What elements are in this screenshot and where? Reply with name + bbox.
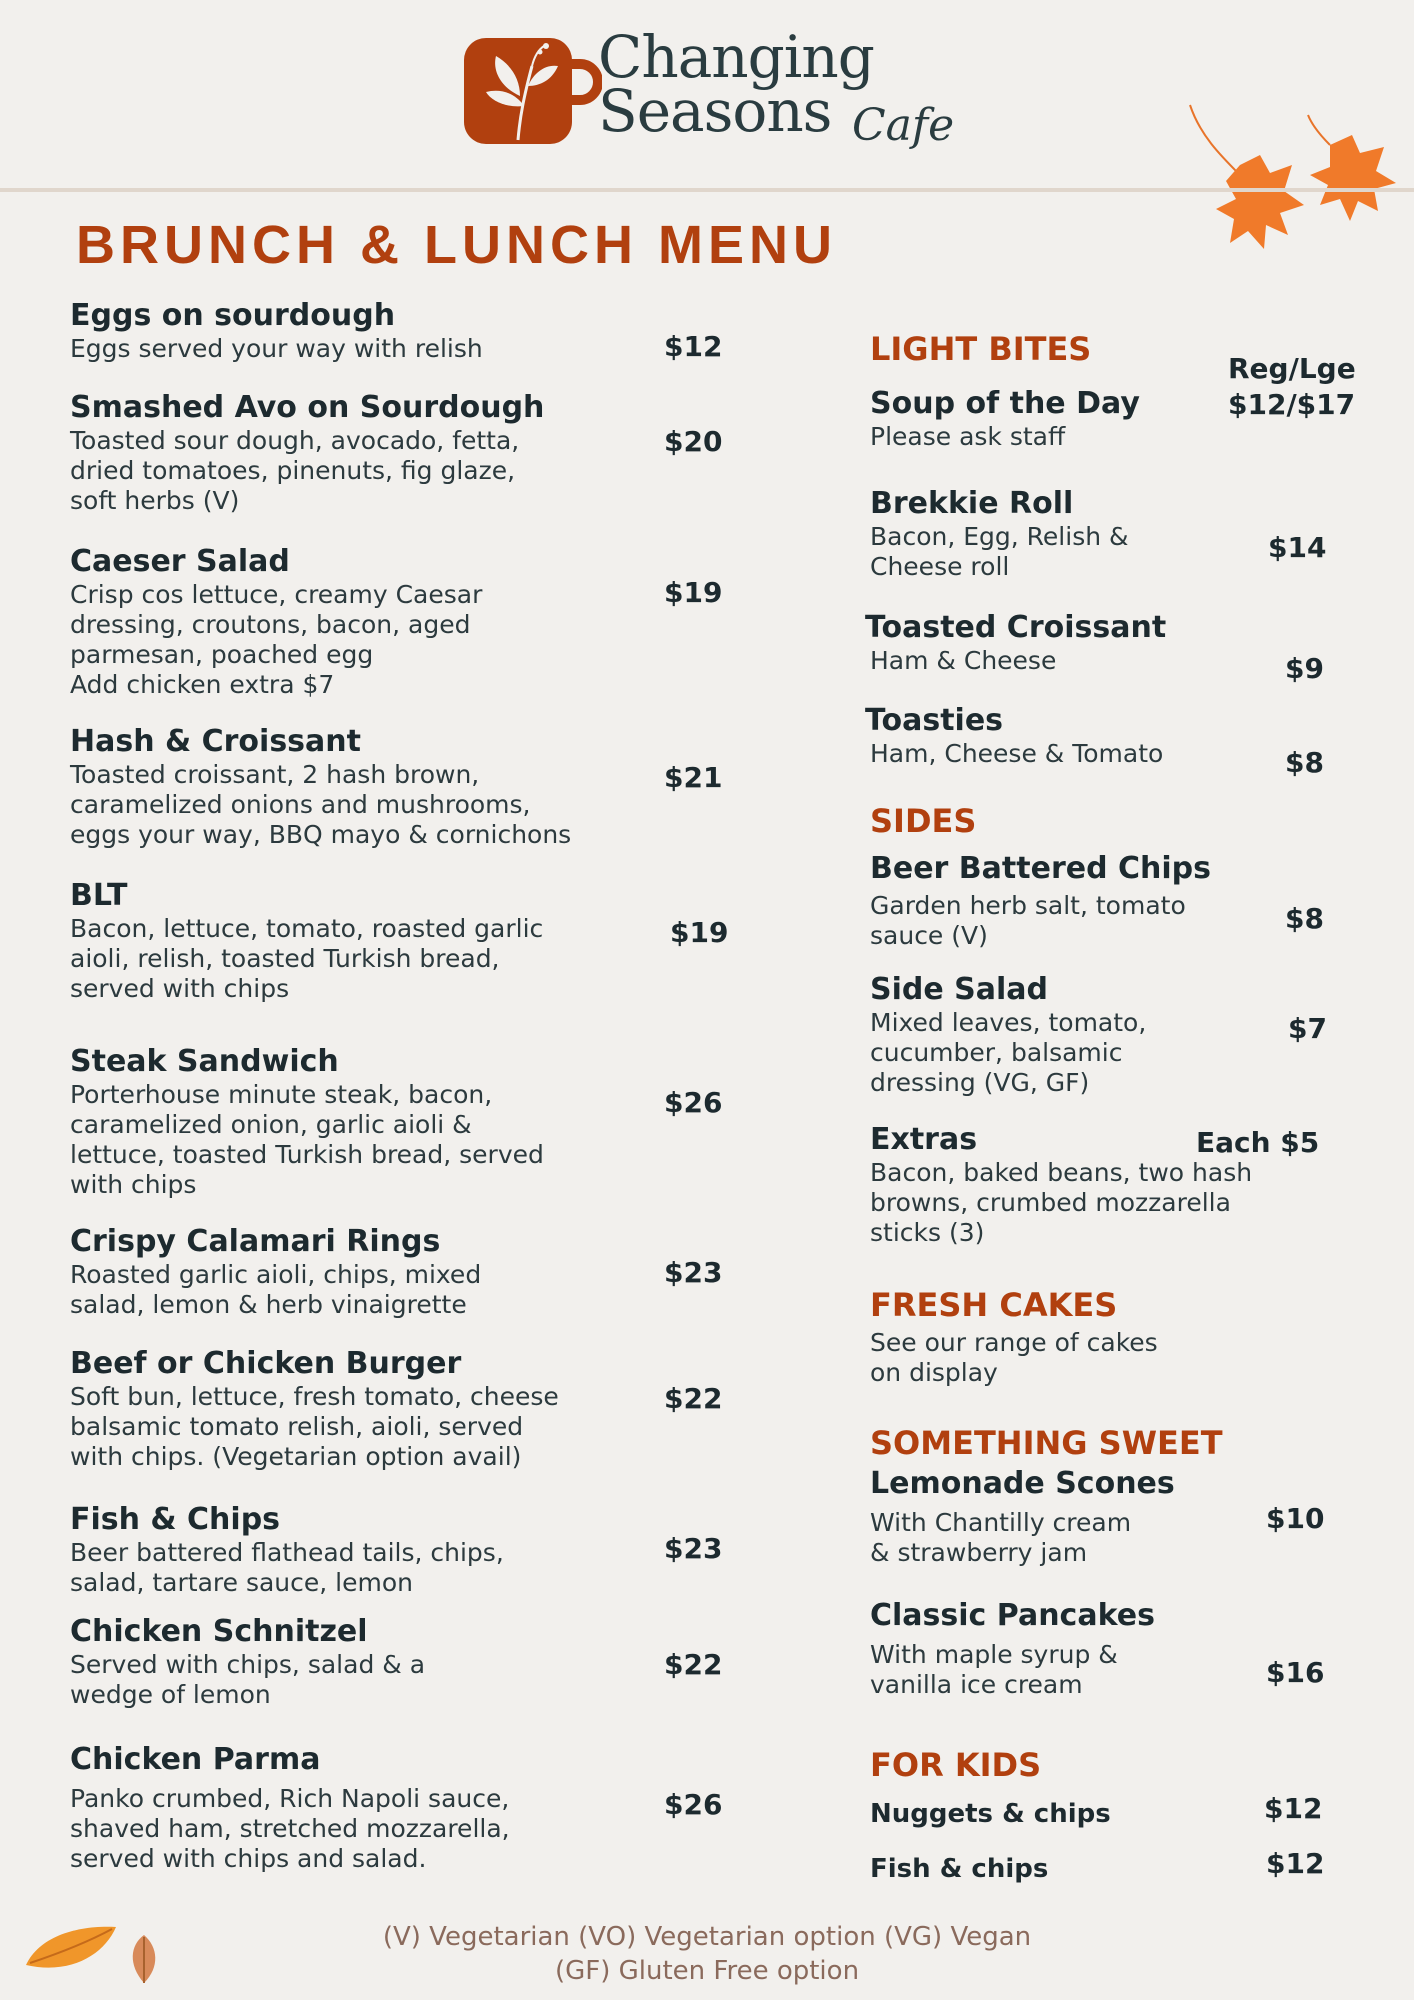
menu-item [70,1044,544,1200]
autumn-leaves-icon [1180,95,1414,295]
menu-item [870,1122,1252,1248]
item-description: Please ask staff [870,422,1066,451]
item-price: $12 [1264,1792,1323,1825]
item-name: Hash & Croissant [70,724,361,759]
item-name: Brekkie Roll [870,486,1074,521]
item-name: Nuggets & chips [870,1799,1111,1829]
item-price: $19 [670,916,729,949]
item-description: With maple syrup & vanilla ice cream [870,1640,1118,1699]
item-description: Served with chips, salad & a wedge of lemon [70,1650,426,1709]
item-description: Panko crumbed, Rich Napoli sauce, shaved ham, stretched mozzarella, served with chips and salad. [70,1784,510,1873]
item-price: $19 [664,576,723,609]
item-name: Beef or Chicken Burger [70,1346,462,1381]
item-description: Ham, Cheese & Tomato [870,739,1164,768]
menu-item [70,1502,504,1598]
item-description: Crisp cos lettuce, creamy Caesar dressing, croutons, bacon, aged parmesan, poached egg Add chicken extra $7 [70,580,483,699]
item-price: $12/$17 [1228,388,1356,421]
item-name: Beer Battered Chips [870,851,1211,886]
item-name: Fish & chips [870,1854,1049,1884]
section-heading-light-bites: LIGHT BITES [870,330,1092,368]
menu-item [870,1796,1111,1832]
item-name: Chicken Parma [70,1742,321,1777]
item-price: $23 [664,1256,723,1289]
menu-item [870,486,1129,582]
item-description: Eggs served your way with relish [70,334,483,363]
menu-item [865,703,1163,769]
section-heading-sides: SIDES [870,802,977,840]
brand-script: Cafe [852,100,955,151]
item-name: Steak Sandwich [70,1044,339,1079]
item-price: $8 [1285,902,1324,935]
item-price: $9 [1285,652,1324,685]
menu-item [70,544,482,700]
item-price: $10 [1266,1502,1325,1535]
menu-item [70,1614,425,1710]
item-name: Soup of the Day [870,386,1140,421]
item-price: $26 [664,1086,723,1119]
item-description: Porterhouse minute steak, bacon, caramelized onion, garlic aioli & lettuce, toasted Turkish bread, served with chips [70,1080,544,1199]
menu-item [870,972,1146,1098]
item-name: Eggs on sourdough [70,298,396,333]
menu-item [70,1742,510,1874]
item-price: $23 [664,1532,723,1565]
section-heading-something-sweet: SOMETHING SWEET [870,1424,1223,1462]
item-description: Toasted croissant, 2 hash brown, caramelized onions and mushrooms, eggs your way, BBQ mayo & cornichons [70,760,572,849]
item-description: Roasted garlic aioli, chips, mixed salad, lemon & herb vinaigrette [70,1260,482,1319]
item-price: $8 [1285,746,1324,779]
legend-line-1: (V) Vegetarian (VO) Vegetarian option (VG) Vegan [382,1922,1032,1952]
menu-item [870,851,1211,951]
item-price: $22 [664,1648,723,1681]
item-description: Mixed leaves, tomato, cucumber, balsamic dressing (VG, GF) [870,1008,1147,1097]
menu-title: BRUNCH & LUNCH MENU [76,215,837,275]
menu-item [70,298,483,364]
item-price: $20 [664,425,723,458]
item-price: $14 [1268,531,1327,564]
item-name: BLT [70,878,128,913]
item-price: $7 [1288,1012,1327,1045]
item-description: Bacon, lettuce, tomato, roasted garlic aioli, relish, toasted Turkish bread, served with chips [70,914,544,1003]
item-description: Beer battered flathead tails, chips, salad, tartare sauce, lemon [70,1538,504,1597]
brand-line1: Changing [598,23,874,91]
item-name: Toasties [865,703,1004,738]
item-description: Bacon, baked beans, two hash browns, crumbed mozzarella sticks (3) [870,1158,1253,1247]
item-price: Each $5 [1196,1126,1320,1159]
item-name: Crispy Calamari Rings [70,1224,441,1259]
menu-item [70,1346,559,1472]
menu-item [70,878,543,1004]
item-name: Extras [870,1122,978,1157]
item-price: $22 [664,1382,723,1415]
item-name: Smashed Avo on Sourdough [70,390,545,425]
menu-item [870,1466,1175,1568]
menu-item [865,610,1166,676]
menu-item [70,390,544,516]
item-description: Soft bun, lettuce, fresh tomato, cheese balsamic tomato relish, aioli, served with chips. (Vegetarian option avail) [70,1382,559,1471]
item-description: With Chantilly cream & strawberry jam [870,1508,1132,1567]
menu-item [870,386,1140,452]
mug-logo-icon [462,36,602,148]
brand-name [598,23,874,145]
legend-line-2: (GF) Gluten Free option [554,1956,860,1986]
item-name: Toasted Croissant [865,610,1167,645]
size-label: Reg/Lge [1228,352,1356,385]
section-heading-for-kids: FOR KIDS [870,1746,1042,1784]
menu-item [870,1851,1048,1887]
item-name: Fish & Chips [70,1502,281,1537]
item-price: $21 [664,761,723,794]
item-name: Side Salad [870,972,1049,1007]
item-price: $12 [664,330,723,363]
section-heading-fresh-cakes: FRESH CAKES [870,1286,1118,1324]
item-price: $12 [1266,1847,1325,1880]
item-price: $16 [1266,1656,1325,1689]
dietary-legend [0,1920,1414,1988]
item-description: Bacon, Egg, Relish & Cheese roll [870,522,1129,581]
item-name: Classic Pancakes [870,1598,1155,1633]
menu-item [70,1224,481,1320]
header-divider [0,188,1414,192]
item-name: Chicken Schnitzel [70,1614,368,1649]
item-name: Lemonade Scones [870,1466,1175,1501]
brand-line2: Seasons [598,77,832,145]
fresh-cakes-description: See our range of cakes on display [870,1328,1158,1387]
item-price: $26 [664,1788,723,1821]
menu-item [70,724,571,850]
item-description: Garden herb salt, tomato sauce (V) [870,891,1186,950]
menu-item [870,1598,1155,1700]
item-name: Caeser Salad [70,544,290,579]
item-description: Toasted sour dough, avocado, fetta, dried tomatoes, pinenuts, fig glaze, soft herbs (V) [70,426,520,515]
item-description: Ham & Cheese [870,646,1057,675]
